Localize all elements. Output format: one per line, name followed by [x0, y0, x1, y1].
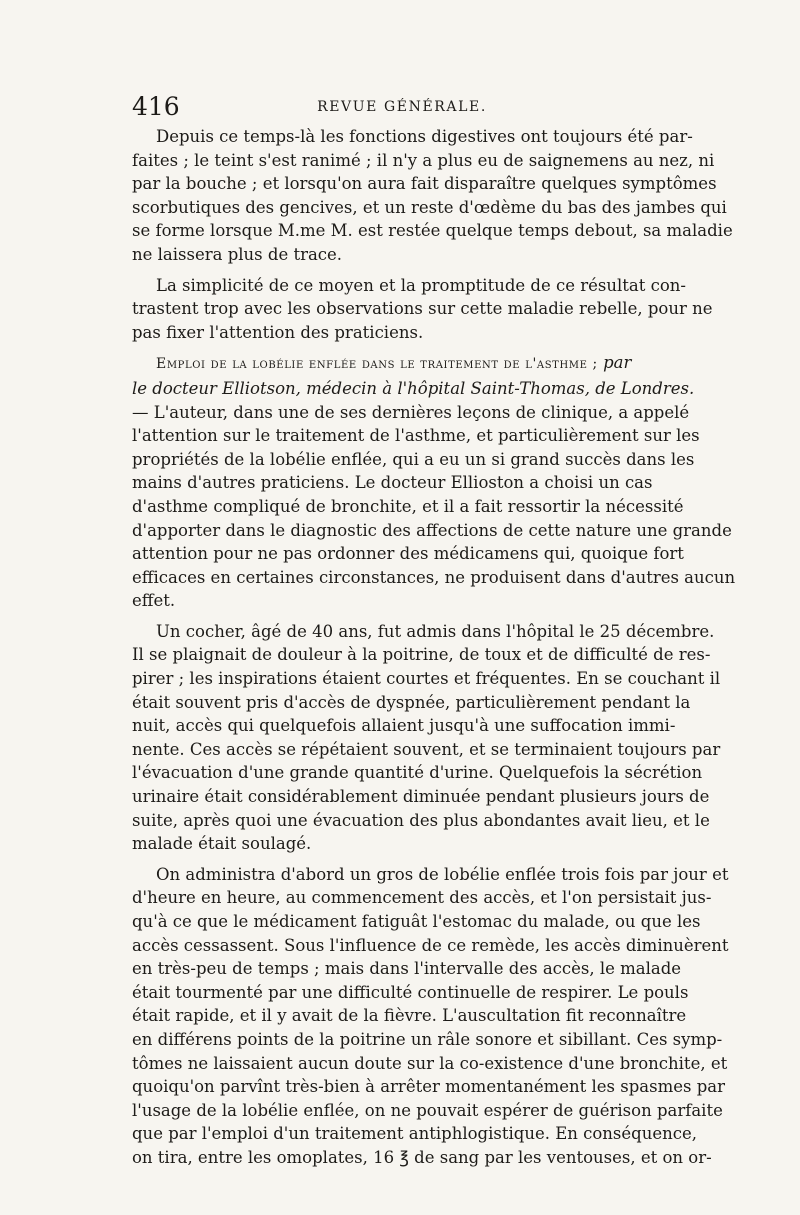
text-line: On administra d'abord un gros de lobélie enflée trois fois par jour et — [156, 864, 729, 884]
text-line: tômes ne laissaient aucun doute sur la co-existence d'une bronchite, et — [132, 1053, 728, 1073]
text-line: — L'auteur, dans une de ses dernières leçons de clinique, a appelé — [132, 402, 690, 422]
text-line: effet. — [132, 591, 176, 611]
text-line: Il se plaignait de douleur à la poitrine, de toux et de difficulté de res- — [132, 645, 711, 665]
text-line: en très-peu de temps ; mais dans l'intervalle des accès, le malade — [132, 959, 682, 979]
text-line: faites ; le teint s'est ranimé ; il n'y a plus eu de saignemens au nez, ni — [132, 150, 715, 170]
text-line: nuit, accès qui quelquefois allaient jusqu'à une suffocation immi- — [132, 716, 676, 736]
paragraph-4 — [132, 620, 721, 856]
text-line: se forme lorsque M.me M. est restée quelque temps debout, sa maladie — [132, 221, 733, 241]
article-heading-caps: Emploi de la lobélie enflée dans le traitement de l'asthme ; — [156, 356, 598, 373]
text-line: ne laissera plus de trace. — [132, 244, 343, 264]
body-text — [132, 125, 736, 1177]
text-line: quoiqu'on parvînt très-bien à arrêter momentanément les spasmes par — [132, 1077, 725, 1097]
text-line: trastent trop avec les observations sur cette maladie rebelle, pour ne — [132, 299, 713, 319]
paragraph-2 — [132, 274, 713, 345]
text-line: accès cessassent. Sous l'influence de ce remède, les accès diminuèrent — [132, 935, 729, 955]
text-line: qu'à ce que le médicament fatiguât l'estomac du malade, ou que les — [132, 912, 701, 931]
text-line: mains d'autres praticiens. Le docteur Ellioston a choisi un cas — [132, 473, 653, 493]
article-heading-byline: le docteur Elliotson, médecin à l'hôpital Saint-Thomas, de Londres. — [132, 378, 695, 398]
text-line: malade était soulagé. — [132, 834, 312, 854]
running-title: REVUE GÉNÉRALE. — [317, 99, 487, 115]
text-line: attention pour ne pas ordonner des médicamens qui, quoique fort — [132, 544, 684, 564]
text-line: scorbutiques des gencives, et un reste d'œdème du bas des jambes qui — [132, 197, 727, 217]
text-line: que par l'emploi d'un traitement antiphlogistique. En conséquence, — [132, 1124, 697, 1144]
text-line: d'heure en heure, au commencement des accès, et l'on persistait jus- — [132, 888, 712, 908]
text-line: pirer ; les inspirations étaient courtes et fréquentes. En se couchant il — [132, 669, 721, 689]
text-line: propriétés de la lobélie enflée, qui a eu un si grand succès dans les — [132, 449, 695, 469]
text-line: d'apporter dans le diagnostic des affections de cette nature une grande — [132, 520, 732, 540]
text-line: Depuis ce temps-là les fonctions digestives ont toujours été par- — [156, 127, 693, 146]
text-line: en différens points de la poitrine un râle sonore et sibillant. Ces symp- — [132, 1029, 723, 1049]
text-line: suite, après quoi une évacuation des plus abondantes avait lieu, et le — [132, 810, 710, 830]
text-line: efficaces en certaines circonstances, ne produisent dans d'autres aucun — [132, 567, 736, 587]
text-line: l'évacuation d'une grande quantité d'urine. Quelquefois la sécrétion — [132, 763, 703, 783]
page-number: 416 — [132, 92, 180, 121]
text-line: l'usage de la lobélie enflée, on ne pouvait espérer de guérison parfaite — [132, 1100, 723, 1120]
text-line: l'attention sur le traitement de l'asthme, et particulièrement sur les — [132, 426, 700, 446]
text-line: était tourmenté par une difficulté continuelle de respirer. Le pouls — [132, 982, 689, 1002]
text-line: était souvent pris d'accès de dyspnée, particulièrement pendant la — [132, 692, 691, 712]
text-line: urinaire était considérablement diminuée pendant plusieurs jours de — [132, 787, 710, 807]
article-heading-byline-start: par — [603, 353, 632, 373]
text-line: La simplicité de ce moyen et la promptitude de ce résultat con- — [156, 275, 686, 295]
text-line: pas fixer l'attention des praticiens. — [132, 322, 424, 342]
text-line: par la bouche ; et lorsqu'on aura fait disparaître quelques symptômes — [132, 174, 717, 194]
text-line: Un cocher, âgé de 40 ans, fut admis dans l'hôpital le 25 décembre. — [156, 621, 715, 641]
text-line: on tira, entre les omoplates, 16 ℥ de sang par les ventouses, et on or- — [132, 1147, 712, 1167]
text-line: était rapide, et il y avait de la fièvre. L'auscultation fit reconnaître — [132, 1006, 687, 1026]
article-heading-line — [132, 351, 668, 377]
paragraph-5 — [132, 863, 729, 1170]
text-line: d'asthme compliqué de bronchite, et il a fait ressortir la nécessité — [132, 496, 684, 516]
paragraph-3-article-heading — [132, 351, 736, 613]
paragraph-1 — [132, 125, 733, 267]
page-header — [132, 92, 672, 122]
text-line: nente. Ces accès se répétaient souvent, et se terminaient toujours par — [132, 739, 721, 759]
